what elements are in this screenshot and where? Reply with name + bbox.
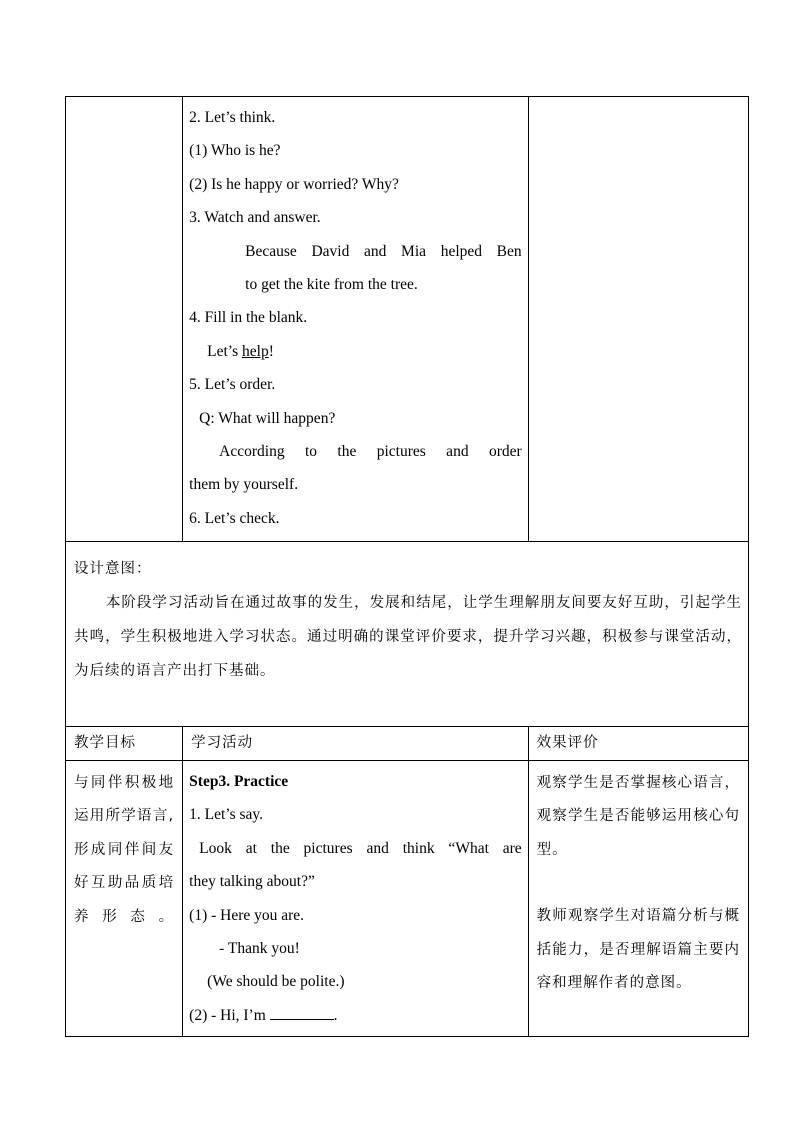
header-goal bbox=[66, 727, 183, 761]
think-title: 2. Let’s think. bbox=[189, 109, 276, 126]
order-question: Q: What will happen? bbox=[199, 409, 336, 427]
evaluation-gap bbox=[537, 867, 740, 900]
watch-title: 3. Watch and answer. bbox=[189, 209, 321, 227]
check-title: 6. Let’s check. bbox=[189, 509, 280, 527]
dialogue-2-text: (2) - Hi, I’m bbox=[189, 1006, 270, 1024]
practice-goal-cell bbox=[66, 761, 183, 1037]
evaluation-text-1: 观察学生是否掌握核心语言，观察学生是否能够运用核心句型。 bbox=[536, 775, 740, 858]
dialogue-1-note: (We should be polite.) bbox=[207, 973, 345, 991]
evaluation-text-2: 教师观察学生对语篇分析与概括能力，是否理解语篇主要内容和理解作者的意图。 bbox=[536, 908, 740, 992]
lesson-plan-table bbox=[65, 96, 749, 1037]
fill-title: 4. Fill in the blank. bbox=[189, 309, 308, 327]
evaluation-cell-empty bbox=[528, 97, 748, 542]
dialogue-1-line-2: - Thank you! bbox=[219, 940, 300, 958]
header-evaluation-label: 效果评价 bbox=[536, 735, 599, 751]
dialogue-2-end: . bbox=[333, 1006, 338, 1024]
say-instruction-line-1: Look at the pictures and think “What are bbox=[199, 839, 522, 857]
header-activity-label: 学习活动 bbox=[191, 735, 254, 751]
header-evaluation bbox=[528, 727, 748, 761]
say-title: 1. Let’s say. bbox=[189, 806, 264, 824]
order-title: 5. Let’s order. bbox=[189, 376, 276, 394]
order-instruction-line-2: them by yourself. bbox=[189, 476, 299, 494]
dialogue-2-line-1 bbox=[189, 999, 522, 1032]
header-goal-label: 教学目标 bbox=[74, 735, 136, 751]
practice-row bbox=[66, 761, 749, 1037]
practice-activity-cell bbox=[183, 761, 529, 1037]
goal-cell-empty bbox=[66, 97, 183, 542]
header-activity bbox=[183, 727, 529, 761]
dialogue-1-line-1: (1) - Here you are. bbox=[189, 906, 305, 924]
header-row bbox=[66, 727, 749, 761]
practice-goal-text: 与同伴积极地运用所学语言,形成同伴间友好互助品质培养形态。 bbox=[74, 775, 175, 925]
fill-suffix: ! bbox=[268, 342, 274, 360]
fill-prefix: Let’s bbox=[207, 342, 243, 360]
design-intent-label: 设计意图： bbox=[74, 561, 152, 577]
question-2: (2) Is he happy or worried? Why? bbox=[189, 175, 399, 193]
watch-answer-line-1: Because David and Mia helped Ben bbox=[245, 242, 522, 260]
question-1: (1) Who is he? bbox=[189, 142, 281, 160]
practice-evaluation-cell bbox=[528, 761, 748, 1037]
fill-answer bbox=[189, 335, 522, 368]
fill-word: help bbox=[242, 342, 269, 360]
activities-row bbox=[66, 97, 749, 542]
design-intent-cell bbox=[66, 542, 749, 727]
activities-cell bbox=[183, 97, 529, 542]
say-instruction-line-2: they talking about?” bbox=[189, 873, 315, 891]
order-instruction-line-1: According to the pictures and order bbox=[219, 443, 522, 461]
design-intent-text: 本阶段学习活动旨在通过故事的发生，发展和结尾，让学生理解朋友间要友好互助，引起学生共鸣，学生积极地进入学习状态。通过明确的课堂评价要求，提升学习兴趣，积极参与课堂活动，为后续的语言产出打下基础。 bbox=[74, 595, 742, 679]
design-intent-row bbox=[66, 542, 749, 727]
step-title: Step3. Practice bbox=[189, 773, 289, 790]
watch-answer-line-2: to get the kite from the tree. bbox=[245, 276, 418, 294]
answer-blank bbox=[270, 1005, 334, 1020]
